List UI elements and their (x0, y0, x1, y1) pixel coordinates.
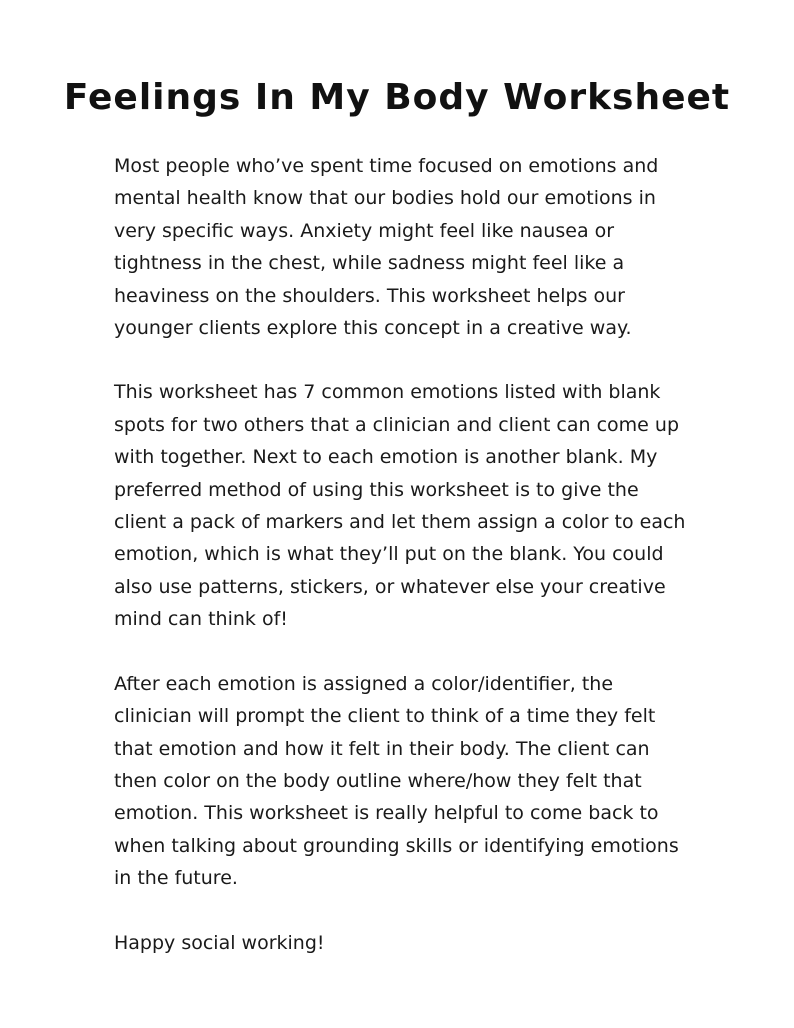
closing-line: Happy social working! (114, 931, 325, 954)
intro-paragraph: Most people who’ve spent time focused on emotions and mental health know that our bodies hold our emotions in very specific ways. Anxiety might feel like nausea or tightness in the chest, while sadness might feel like a heaviness on the shoulders. This worksheet helps our younger clients explore this concept in a creative way. (114, 155, 659, 340)
worksheet-description (114, 150, 694, 959)
instructions-paragraph: This worksheet has 7 common emotions listed with blank spots for two others that a clinician and client can come up with together. Next to each emotion is another blank. My preferred method of using this worksheet is to give the client a pack of markers and let them assign a color to each emotion, which is what they’ll put on the blank. You could also use patterns, stickers, or whatever else your creative mind can think of! (114, 381, 686, 631)
usage-paragraph: After each emotion is assigned a color/identifier, the clinician will prompt the client to think of a time they felt that emotion and how it felt in their body. The client can then color on the body outline where/how they felt that emotion. This worksheet is really helpful to come back to when talking about grounding skills or identifying emotions in the future. (114, 672, 679, 890)
page-title: Feelings In My Body Worksheet (63, 77, 731, 118)
